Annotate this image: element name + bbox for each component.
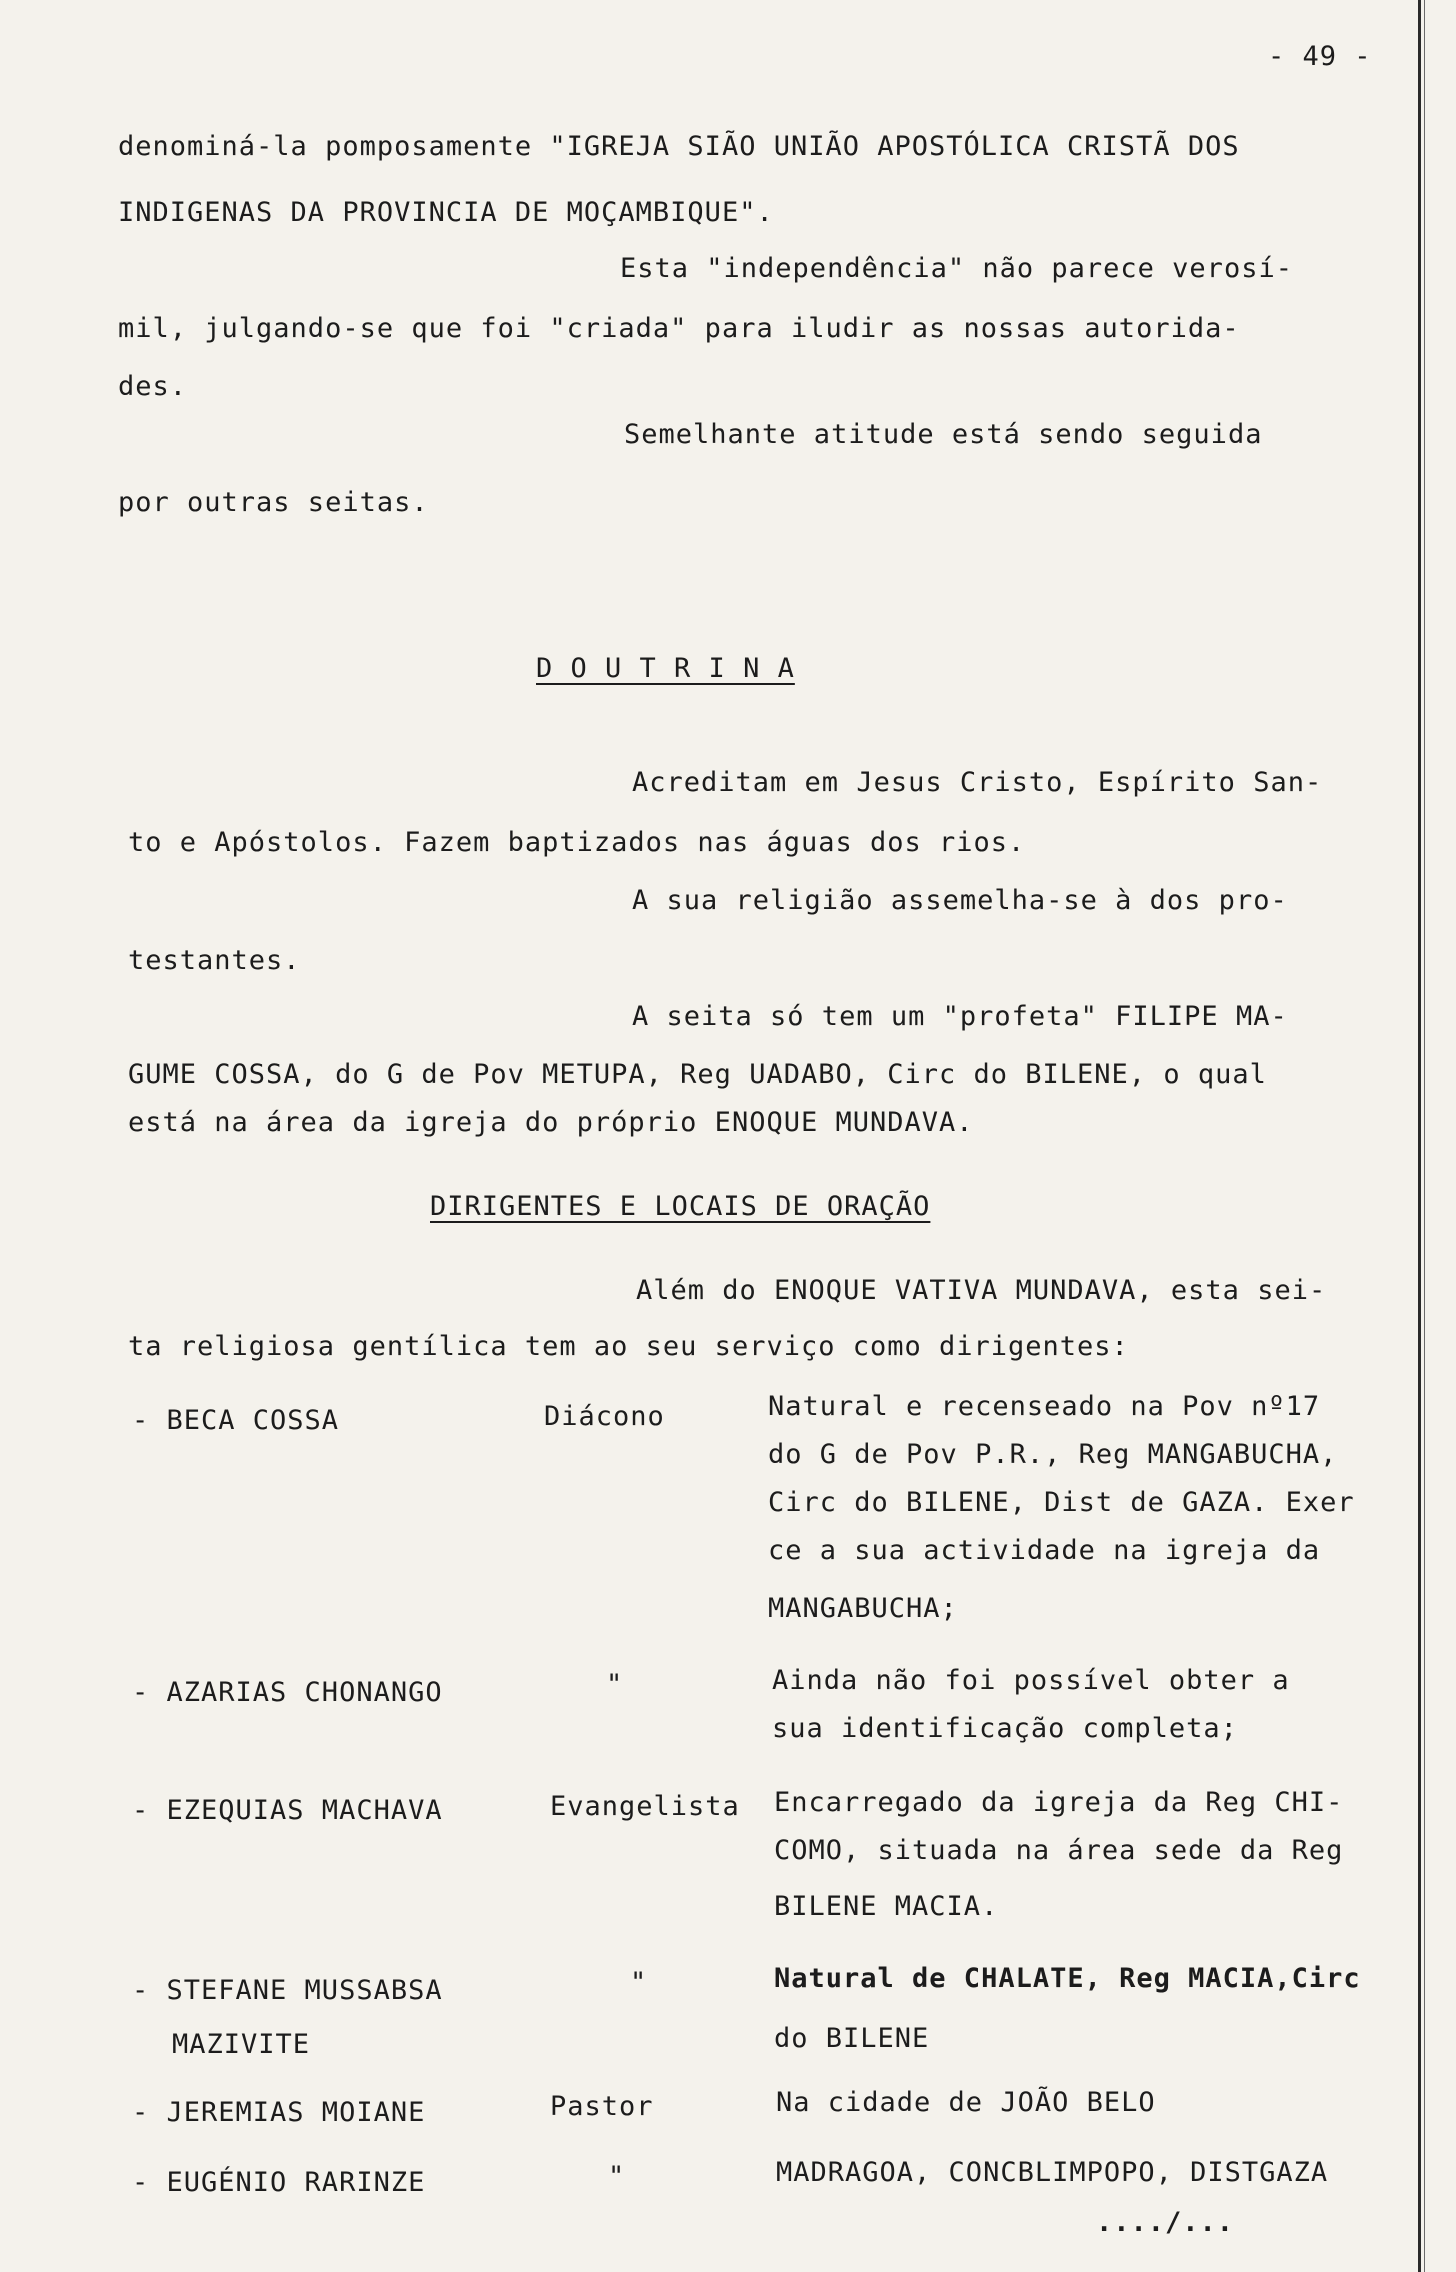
paragraph-line: testantes. [128, 945, 301, 976]
leader-detail: Na cidade de JOÃO BELO [776, 2087, 1156, 2118]
paragraph-line: Além do ENOQUE VATIVA MUNDAVA, esta sei- [636, 1275, 1327, 1306]
leader-role: " [608, 2161, 626, 2192]
paragraph-line: A seita só tem um "profeta" FILIPE MA- [632, 1001, 1288, 1032]
leader-detail: BILENE MACIA. [774, 1891, 999, 1922]
leader-role: Pastor [550, 2091, 654, 2122]
page-edge-line [1424, 0, 1425, 2272]
paragraph-line: Esta "independência" não parece verosí- [620, 253, 1293, 284]
paragraph-line: por outras seitas. [118, 487, 429, 518]
page-edge-line [1418, 0, 1421, 2272]
section-heading-doutrina: D O U T R I N A [536, 653, 795, 684]
paragraph-line: Semelhante atitude está sendo seguida [624, 419, 1263, 450]
paragraph-line: to e Apóstolos. Fazem baptizados nas águas dos rios. [128, 827, 1026, 858]
paragraph-line: ta religiosa gentílica tem ao seu serviço como dirigentes: [128, 1331, 1129, 1362]
leader-name: - STEFANE MUSSABSA [132, 1975, 443, 2006]
leader-role: " [630, 1967, 648, 1998]
leader-name: - JEREMIAS MOIANE [132, 2097, 426, 2128]
paragraph-line: GUME COSSA, do G de Pov METUPA, Reg UADABO, Circ do BILENE, o qual [128, 1059, 1267, 1090]
paragraph-line: está na área da igreja do próprio ENOQUE MUNDAVA. [128, 1107, 974, 1138]
leader-detail: Circ do BILENE, Dist de GAZA. Exer [768, 1487, 1355, 1518]
intro-line: denominá-la pomposamente "IGREJA SIÃO UNIÃO APOSTÓLICA CRISTÃ DOS [118, 131, 1240, 162]
leader-name: - EUGÉNIO RARINZE [132, 2167, 426, 2198]
leader-detail: ce a sua actividade na igreja da [768, 1535, 1321, 1566]
section-heading-dirigentes: DIRIGENTES E LOCAIS DE ORAÇÃO [430, 1191, 931, 1222]
leader-detail: sua identificação completa; [772, 1713, 1238, 1744]
continuation-mark: ..../... [1096, 2207, 1235, 2238]
leader-detail: Natural de CHALATE, Reg MACIA,Circ [774, 1963, 1361, 1994]
leader-name: - EZEQUIAS MACHAVA [132, 1795, 443, 1826]
leader-detail: do G de Pov P.R., Reg MANGABUCHA, [768, 1439, 1338, 1470]
leader-detail: Encarregado da igreja da Reg CHI- [774, 1787, 1344, 1818]
leader-name: MAZIVITE [172, 2029, 311, 2060]
leader-detail: COMO, situada na área sede da Reg [774, 1835, 1344, 1866]
paragraph-line: A sua religião assemelha-se à dos pro- [632, 885, 1288, 916]
leader-name: - BECA COSSA [132, 1405, 340, 1436]
leader-detail: MADRAGOA, CONCBLIMPOPO, DISTGAZA [776, 2157, 1329, 2188]
intro-line: INDIGENAS DA PROVINCIA DE MOÇAMBIQUE". [118, 197, 774, 228]
leader-role: " [606, 1669, 624, 1700]
leader-name: - AZARIAS CHONANGO [132, 1677, 443, 1708]
leader-detail: do BILENE [774, 2023, 930, 2054]
paragraph-line: mil, julgando-se que foi "criada" para iludir as nossas autorida- [118, 313, 1240, 344]
leader-detail: MANGABUCHA; [768, 1593, 958, 1624]
leader-detail: Ainda não foi possível obter a [772, 1665, 1290, 1696]
leader-role: Diácono [544, 1401, 665, 1432]
leader-detail: Natural e recenseado na Pov nº17 [768, 1391, 1321, 1422]
leader-role: Evangelista [550, 1791, 740, 1822]
page-number: - 49 - [1268, 41, 1372, 72]
paragraph-line: Acreditam em Jesus Cristo, Espírito San- [632, 767, 1323, 798]
paragraph-line: des. [118, 371, 188, 402]
